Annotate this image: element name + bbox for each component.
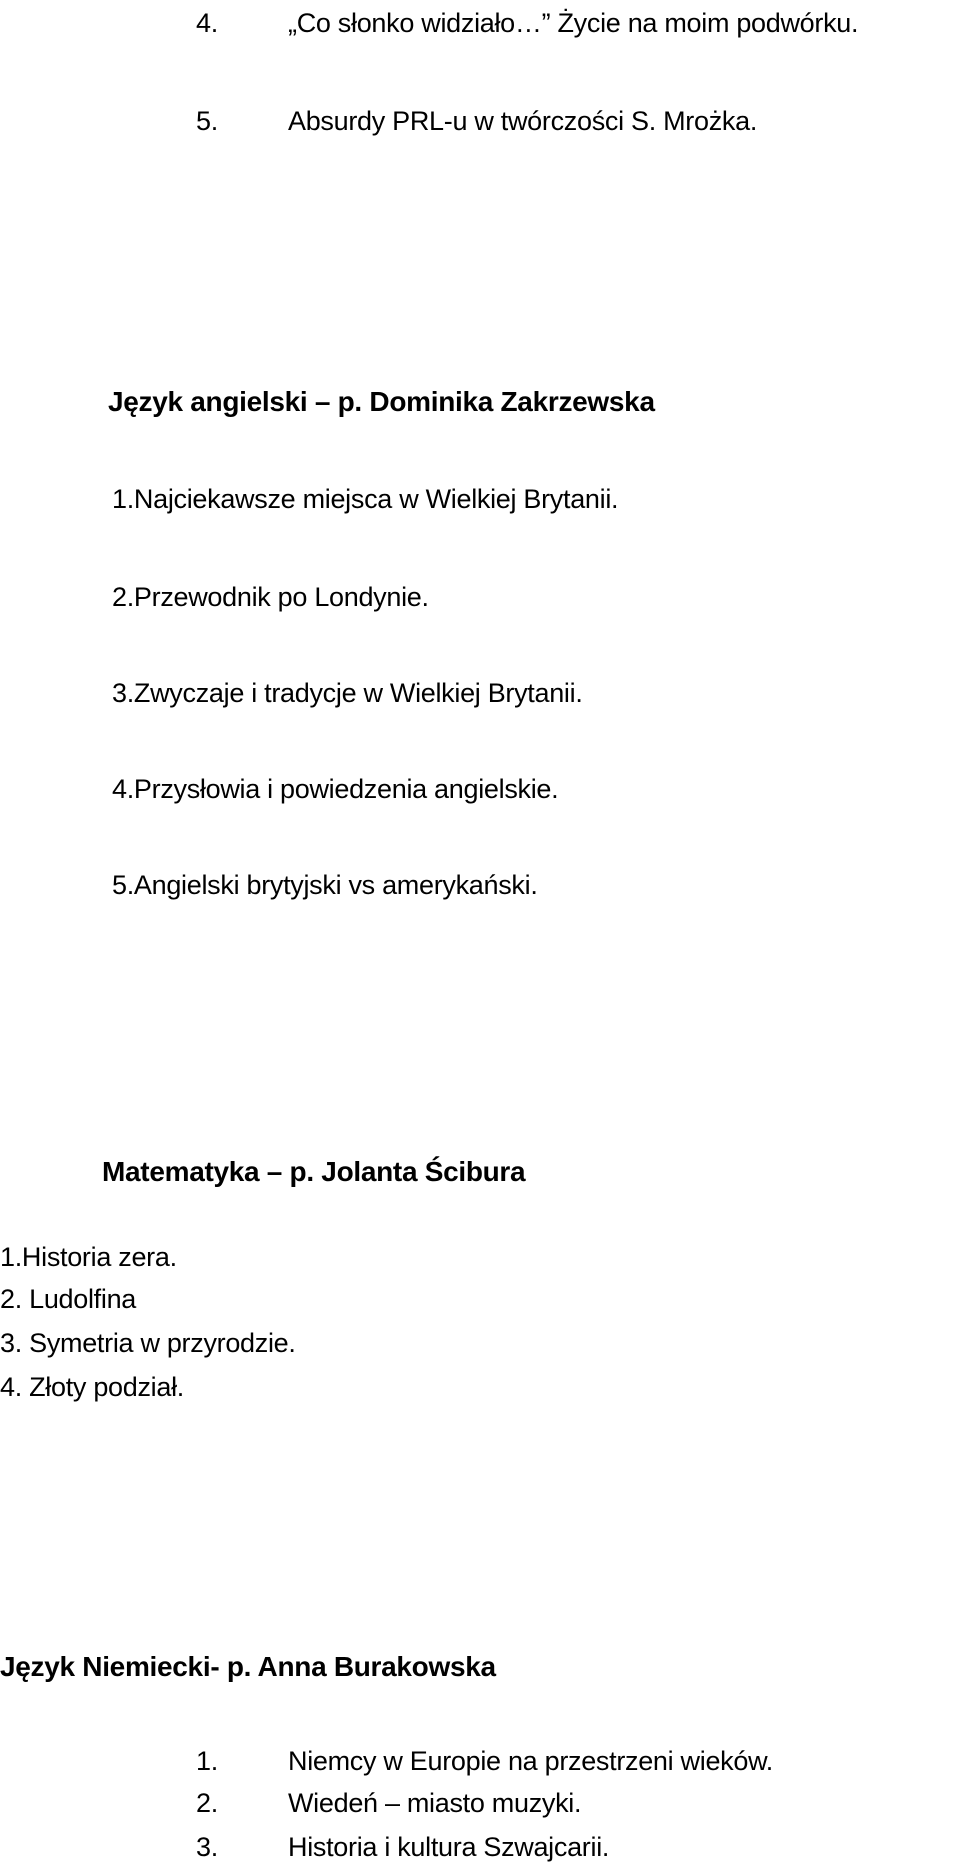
item-number: 5. bbox=[196, 106, 218, 136]
list-item-text: „Co słonko widziało…” Życie na moim podwórku. bbox=[288, 8, 859, 38]
list-item: 1.Historia zera. bbox=[0, 1242, 177, 1272]
section-heading: Język Niemiecki- p. Anna Burakowska bbox=[0, 1651, 496, 1682]
section-heading: Język angielski – p. Dominika Zakrzewska bbox=[108, 386, 655, 417]
list-item: 3.Zwyczaje i tradycje w Wielkiej Brytanii. bbox=[112, 678, 583, 708]
list-item: 4. Złoty podział. bbox=[0, 1372, 184, 1402]
item-number: 3. bbox=[196, 1832, 218, 1862]
list-item: 4.Przysłowia i powiedzenia angielskie. bbox=[112, 774, 559, 804]
list-item-text: Historia i kultura Szwajcarii. bbox=[288, 1832, 610, 1862]
list-item: 1.Najciekawsze miejsca w Wielkiej Brytanii. bbox=[112, 484, 619, 514]
list-item: 2. Ludolfina bbox=[0, 1284, 137, 1314]
list-item-text: Absurdy PRL-u w twórczości S. Mrożka. bbox=[288, 106, 758, 136]
list-item: 2.Przewodnik po Londynie. bbox=[112, 582, 429, 612]
list-item: 5.Angielski brytyjski vs amerykański. bbox=[112, 870, 538, 900]
section-heading: Matematyka – p. Jolanta Ścibura bbox=[102, 1156, 526, 1187]
item-number: 1. bbox=[196, 1746, 218, 1776]
item-number: 4. bbox=[196, 8, 218, 38]
list-item bbox=[196, 104, 218, 138]
list-item bbox=[196, 6, 218, 40]
list-item-text: Wiedeń – miasto muzyki. bbox=[288, 1788, 582, 1818]
list-item-text: Niemcy w Europie na przestrzeni wieków. bbox=[288, 1746, 773, 1776]
item-number: 2. bbox=[196, 1788, 218, 1818]
list-item: 3. Symetria w przyrodzie. bbox=[0, 1328, 296, 1358]
